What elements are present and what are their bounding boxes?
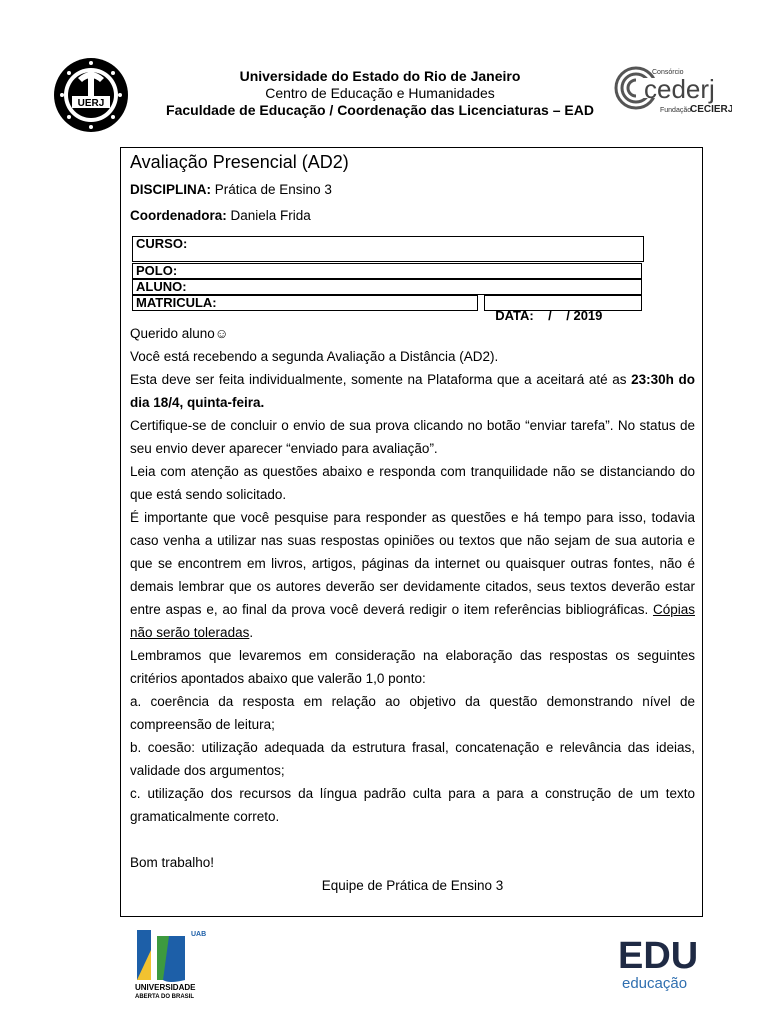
curso-label: CURSO: — [136, 236, 188, 251]
uerj-logo-text: UERJ — [77, 98, 105, 109]
criterion-b: b. coesão: utilização adequada da estrutura frasal, concatenação e relevância das ideias, validade dos argumentos; — [130, 740, 695, 778]
disciplina-line — [130, 182, 332, 197]
copies-warning: Cópias não serão toleradas — [130, 602, 695, 640]
faculty-name: Faculdade de Educação / Coordenação das Licenciaturas – EAD — [166, 102, 594, 118]
disciplina-value: Prática de Ensino 3 — [214, 182, 332, 197]
university-name: Universidade do Estado do Rio de Janeiro — [239, 68, 521, 84]
data-label: DATA: / / 2019 — [495, 308, 603, 323]
paragraph-5-text: É importante que você pesquise para responder as questões e há tempo para isso, todavia caso venha a utilizar nas suas respostas opiniões ou textos que não sejam de sua autoria e que se encontrem em livros, artigos, páginas da internet ou quaisquer outras fontes, não é demais lembrar que os autores deverão ser devidamente citados, seus textos deverão estar entre aspas e, ao final da prova você deverá redigir o item referências bibliográficas. — [130, 510, 695, 617]
curso-field[interactable] — [132, 236, 644, 262]
coordenadora-value: Daniela Frida — [230, 208, 311, 223]
signature: Equipe de Prática de Ensino 3 — [321, 878, 504, 893]
deadline: 23:30h do dia 18/4, quinta-feira. — [130, 372, 695, 410]
paragraph-2 — [130, 368, 695, 414]
matricula-label: MATRICULA: — [136, 295, 217, 310]
cecierj-small: Fundação — [660, 107, 692, 114]
cederj-logo — [612, 62, 732, 122]
cederj-small: Consórcio — [652, 69, 684, 76]
paragraph-2-text: Esta deve ser feita individualmente, somente na Plataforma que a aceitará até as — [130, 372, 632, 387]
uab-name2: ABERTA DO BRASIL — [135, 994, 194, 1000]
paragraph-5-end: . — [249, 625, 254, 640]
uerj-logo — [52, 56, 130, 134]
header-text — [130, 68, 630, 119]
coordenadora-label: Coordenadora: — [130, 208, 227, 223]
paragraph-4: Leia com atenção as questões abaixo e responda com tranquilidade não se distanciando do que está sendo solicitado. — [130, 464, 695, 502]
paragraph-6: Lembramos que levaremos em consideração na elaboração das respostas os seguintes critérios apontados abaixo que valerão 1,0 ponto: — [130, 648, 695, 686]
greeting: Querido aluno☺ — [130, 326, 229, 341]
edu-logo — [616, 934, 712, 994]
edu-name: EDU — [618, 935, 699, 977]
uab-name: UNIVERSIDADE — [135, 983, 196, 992]
disciplina-label: DISCIPLINA: — [130, 182, 211, 197]
polo-label: POLO: — [136, 263, 178, 278]
paragraph-1: Você está recebendo a segunda Avaliação a Distância (AD2). — [130, 349, 499, 364]
matricula-field[interactable] — [132, 295, 478, 311]
cederj-name: cederj — [644, 74, 715, 104]
edu-sub: educação — [622, 975, 688, 992]
cecierj-name: CECIERJ — [690, 104, 732, 115]
center-name: Centro de Educação e Humanidades — [265, 85, 495, 101]
uab-logo — [133, 926, 213, 1006]
closing: Bom trabalho! — [130, 855, 215, 870]
criterion-c: c. utilização dos recursos da língua padrão culta para a para a construção de um texto gramaticalmente correto. — [130, 786, 695, 824]
exam-title: Avaliação Presencial (AD2) — [130, 152, 349, 172]
uab-top: UAB — [191, 931, 207, 938]
aluno-field[interactable] — [132, 279, 642, 295]
criterion-a: a. coerência da resposta em relação ao objetivo da questão demonstrando nível de compreensão de leitura; — [130, 694, 695, 732]
instructions — [130, 322, 695, 897]
aluno-label: ALUNO: — [136, 279, 187, 294]
coordenadora-line — [130, 208, 311, 223]
paragraph-5 — [130, 506, 695, 644]
data-field[interactable] — [484, 295, 642, 323]
paragraph-3: Certifique-se de concluir o envio de sua prova clicando no botão “enviar tarefa”. No status de seu envio dever aparecer “enviado para avaliação”. — [130, 418, 695, 456]
polo-field[interactable] — [132, 263, 642, 279]
